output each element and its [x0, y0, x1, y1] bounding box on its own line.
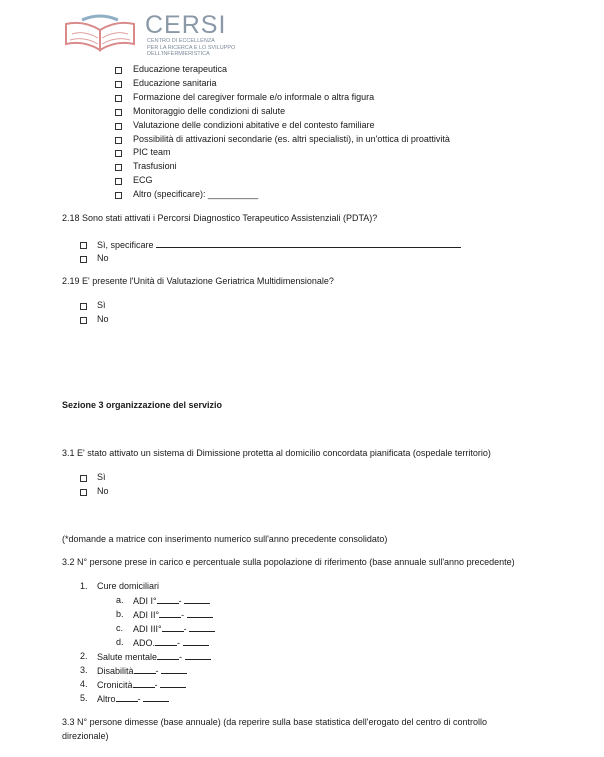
question-2-19: 2.19 E' presente l'Unità di Valutazione Geriatrica Multidimensionale?: [62, 276, 334, 286]
percent-field[interactable]: [185, 651, 211, 660]
percent-field[interactable]: [143, 693, 169, 702]
sub-item-letter: c.: [116, 623, 124, 633]
item-number: 1.: [80, 581, 88, 591]
checkbox[interactable]: [115, 95, 122, 102]
question-3-3-line1: 3.3 N° persone dimesse (base annuale) (da reperire sulla base statistica dell'erogato del centro di controllo: [62, 717, 488, 727]
list-item: Monitoraggio delle condizioni di salute: [133, 106, 286, 116]
checkbox-no[interactable]: [80, 489, 87, 496]
question-3-1: 3.1 E' stato attivato un sistema di Dimissione protetta al domicilio concordata pianificata (ospedale territorio): [62, 448, 491, 458]
percent-field[interactable]: [161, 665, 187, 674]
number-field[interactable]: [116, 693, 138, 702]
number-field[interactable]: [133, 679, 155, 688]
list-item: Valutazione delle condizioni abitative e del contesto familiare: [133, 120, 375, 130]
item-row: Salute mentale -: [97, 651, 211, 663]
percent-field[interactable]: [183, 637, 209, 646]
checkbox[interactable]: [115, 178, 122, 185]
sub-item-letter: d.: [116, 637, 124, 647]
list-item: Altro (specificare): __________: [133, 189, 259, 199]
sub-item-row: ADO. -: [133, 637, 209, 649]
specify-field[interactable]: [156, 239, 461, 248]
option-no-label: No: [97, 314, 109, 324]
percent-field[interactable]: [184, 595, 210, 604]
checkbox-yes[interactable]: [80, 303, 87, 310]
number-field[interactable]: [157, 651, 179, 660]
percent-field[interactable]: [160, 679, 186, 688]
cersi-logo: [60, 10, 235, 58]
checkbox-no[interactable]: [80, 256, 87, 263]
checkbox[interactable]: [115, 192, 122, 199]
checkbox-yes[interactable]: [80, 242, 87, 249]
item-number: 2.: [80, 651, 88, 661]
checkbox[interactable]: [115, 81, 122, 88]
checkbox-yes[interactable]: [80, 475, 87, 482]
option-yes-label: Sì: [97, 300, 106, 310]
percent-field[interactable]: [187, 609, 213, 618]
matrix-note: (*domande a matrice con inserimento numerico sull'anno precedente consolidato): [62, 534, 388, 544]
item-number: 4.: [80, 679, 88, 689]
sub-item-row: ADI I° -: [133, 595, 210, 607]
checkbox-no[interactable]: [80, 317, 87, 324]
checkbox[interactable]: [115, 109, 122, 116]
number-field[interactable]: [162, 623, 184, 632]
logo-title: CERSI: [145, 11, 227, 39]
checkbox[interactable]: [115, 123, 122, 130]
item-row: Cronicità -: [97, 679, 186, 691]
checkbox[interactable]: [115, 164, 122, 171]
checkbox[interactable]: [115, 67, 122, 74]
logo-subtitle-3: DELL'INFERMIERISTICA: [147, 51, 210, 57]
list-item: Educazione sanitaria: [133, 78, 217, 88]
question-3-2: 3.2 N° persone prese in carico e percentuale sulla popolazione di riferimento (base annuale sull'anno precedente): [62, 557, 515, 567]
number-field[interactable]: [155, 637, 177, 646]
item-number: 3.: [80, 665, 88, 675]
logo-subtitle-1: CENTRO DI ECCELLENZA: [147, 38, 215, 44]
checkbox[interactable]: [115, 150, 122, 157]
number-field[interactable]: [134, 665, 156, 674]
number-field[interactable]: [157, 595, 179, 604]
list-item: Educazione terapeutica: [133, 64, 228, 74]
question-3-3-line2: direzionale): [62, 731, 109, 741]
list-item: Formazione del caregiver formale e/o informale o altra figura: [133, 92, 375, 102]
sub-item-row: ADI III° -: [133, 623, 215, 635]
open-book-logo-icon: [60, 10, 140, 58]
option-yes-label: Sì, specificare: [97, 239, 461, 251]
item-number: 5.: [80, 693, 88, 703]
item-row: Altro -: [97, 693, 169, 705]
question-2-18: 2.18 Sono stati attivati i Percorsi Diagnostico Terapeutico Assistenziali (PDTA)?: [62, 213, 378, 223]
number-field[interactable]: [159, 609, 181, 618]
option-no-label: No: [97, 486, 109, 496]
option-yes-label: Sì: [97, 472, 106, 482]
sub-item-letter: b.: [116, 609, 124, 619]
list-item: ECG: [133, 175, 153, 185]
section-3-title: Sezione 3 organizzazione del servizio: [62, 400, 223, 410]
checkbox[interactable]: [115, 137, 122, 144]
sub-item-letter: a.: [116, 595, 124, 605]
logo-subtitle-2: PER LA RICERCA E LO SVILUPPO: [147, 45, 236, 51]
item-label: Cure domiciliari: [97, 581, 160, 591]
list-item: PIC team: [133, 147, 171, 157]
sub-item-row: ADI II° -: [133, 609, 213, 621]
option-no-label: No: [97, 253, 109, 263]
list-item: Trasfusioni: [133, 161, 177, 171]
list-item: Possibilità di attivazioni secondarie (es. altri specialisti), in un'ottica di proattività: [133, 134, 450, 144]
item-row: Disabilità -: [97, 665, 187, 677]
percent-field[interactable]: [189, 623, 215, 632]
